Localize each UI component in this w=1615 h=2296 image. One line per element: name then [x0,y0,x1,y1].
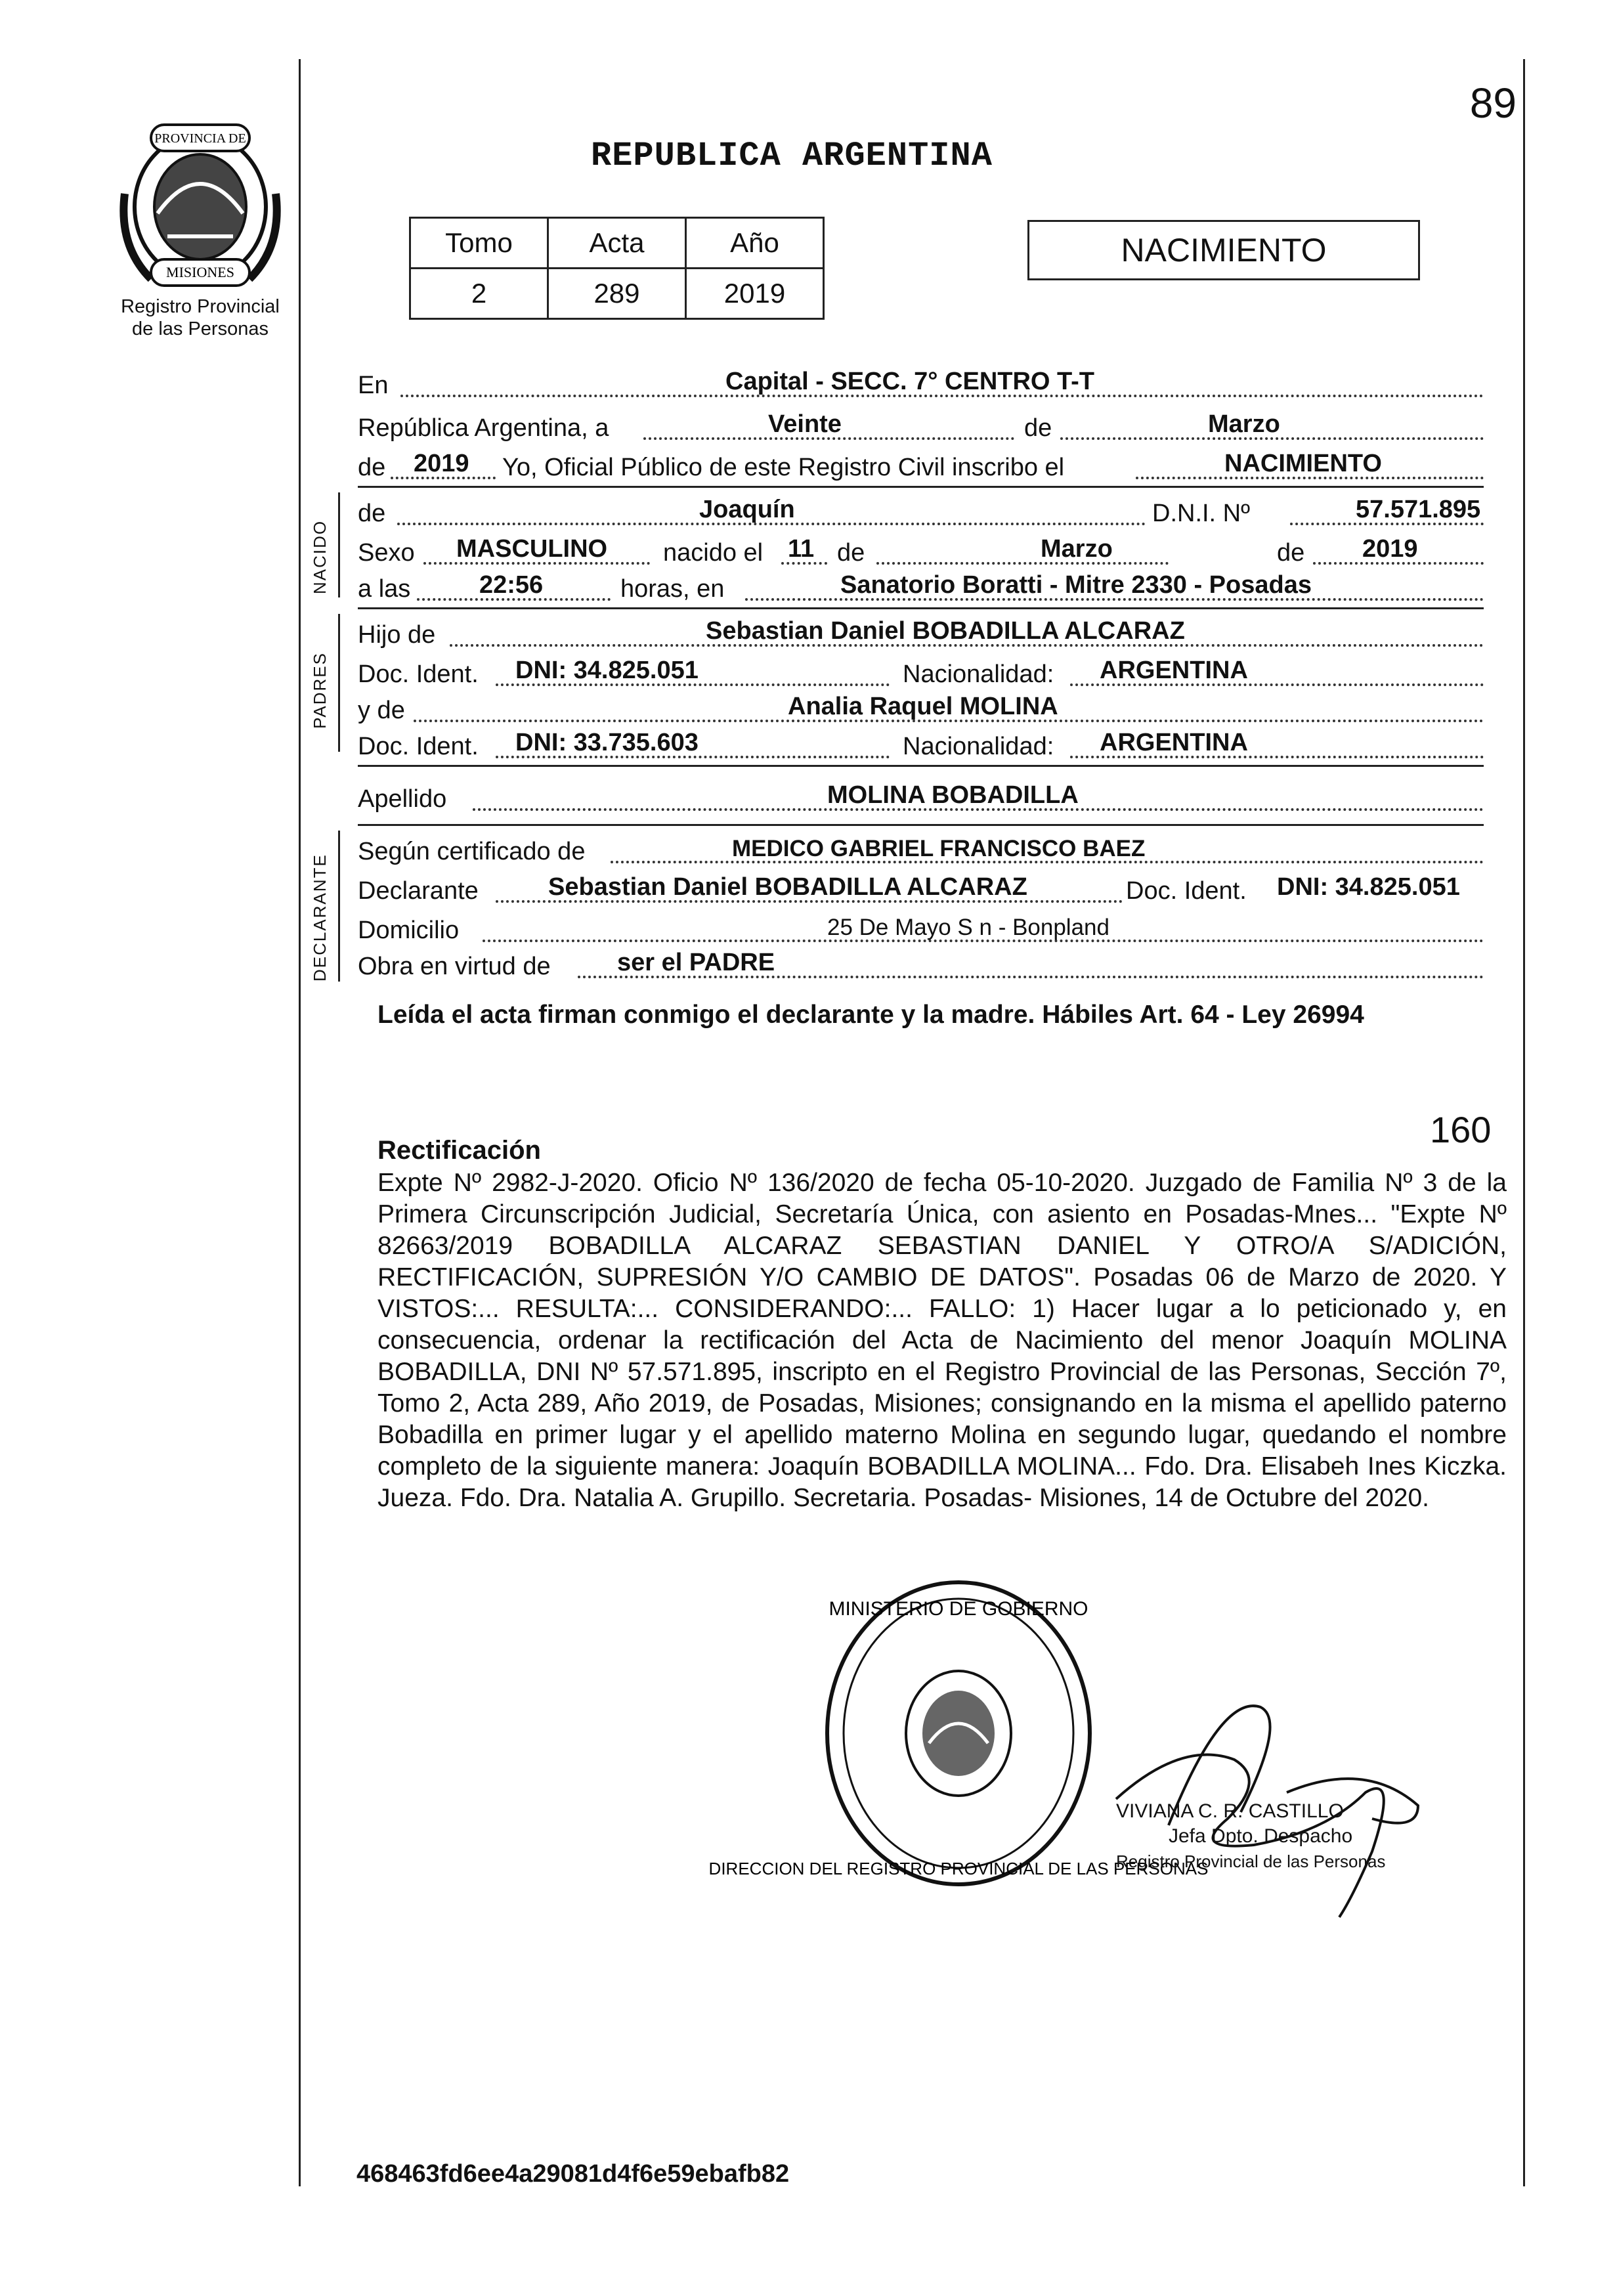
header-tomo: Tomo [410,218,548,269]
label-obra: Obra en virtud de [358,953,551,980]
value-padre-doc: DNI: 34.825.051 [515,657,699,684]
label-yo: Yo, Oficial Público de este Registro Civil inscribo el [502,454,1065,481]
value-declarante: Sebastian Daniel BOBADILLA ALCARAZ [548,873,1027,901]
label-en: En [358,372,389,399]
value-madre: Analia Raquel MOLINA [788,693,1058,720]
section-padres: PADRES [310,652,330,729]
value-padre-nac: ARGENTINA [1100,657,1248,684]
label-de-nombre: de [358,500,386,527]
signatory-role: Jefa Dpto. Despacho [1169,1825,1353,1847]
section-bar-padres [338,614,340,752]
value-inscribe: NACIMIENTO [1224,450,1382,477]
signatory-org: Registro Provincial de las Personas [1116,1852,1386,1871]
label-de: de [1024,414,1052,442]
value-mes-nac: Marzo [1041,535,1113,563]
value-sexo: MASCULINO [456,535,608,563]
value-declarante-doc: DNI: 34.825.051 [1277,873,1460,901]
value-dia-nac: 11 [788,535,815,563]
label-segun: Según certificado de [358,838,586,865]
logo-text-bottom: MISIONES [166,264,234,280]
rectification-title: Rectificación [377,1136,541,1165]
value-madre-nac: ARGENTINA [1100,729,1248,756]
value-dni: 57.571.895 [1356,496,1481,523]
label-doc-madre: Doc. Ident. [358,733,479,760]
page-number: 89 [1469,79,1517,127]
registry-label [72,295,328,340]
signatory-name: VIVIANA C. R. CASTILLO [1116,1800,1344,1822]
country-title: REPUBLICA ARGENTINA [591,137,993,175]
value-apellido: MOLINA BOBADILLA [827,781,1079,809]
province-coat-of-arms-logo [112,115,289,292]
label-nacionalidad-padre: Nacionalidad: [903,661,1054,688]
value-hora: 22:56 [479,571,544,599]
left-margin-line [299,59,301,2186]
seal-inner-text: MINISTERIO DE GOBIERNO [829,1598,1088,1620]
value-nombre: Joaquín [699,496,795,523]
record-type-box: NACIMIENTO [1027,220,1420,280]
document-hash: 468463fd6ee4a29081d4f6e59ebafb82 [356,2160,790,2188]
label-nacionalidad-madre: Nacionalidad: [903,733,1054,760]
value-tomo: 2 [410,269,548,319]
label-a-las: a las [358,575,411,603]
seal-outer-text: DIRECCION DEL REGISTRO PROVINCIAL DE LAS PERSONAS [708,1859,1209,1878]
rectification-number: 160 [1430,1109,1492,1150]
label-de-anio: de [358,454,386,481]
label-apellido: Apellido [358,785,447,813]
rectification-body: Expte Nº 2982-J-2020. Oficio Nº 136/2020 de fecha 05-10-2020. Juzgado de Familia Nº 3 de la Primera Circunscripción Judicial, Secretaría Única, con asiento en Posadas-Mnes... "Expte Nº 82663/2019 BOBADILLA ALCARAZ SEBASTIAN DANIEL Y OTRO/A S/ADICIÓN, RECTIFICACIÓN, SUPRESIÓN Y/O CAMBIO DE DATOS". Posadas 06 de Marzo de 2020. Y VISTOS:... RESULTA:... CONSIDERANDO:... FALLO: 1) Hacer lugar a lo peticionado y, en consecuencia, ordenar la rectificación del Acta de Nacimiento del menor Joaquín MOLINA BOBADILLA, DNI Nº 57.571.895, inscripto en el Registro Provincial de las Personas, Sección 7º, Tomo 2, Acta 289, Año 2019, de Posadas, Misiones; consignando en la misma el apellido paterno Bobadilla en primer lugar y el apellido materno Molina en segundo lugar, quedando el nombre completo de la siguiente manera: Joaquín BOBADILLA MOLINA... Fdo. Dra. Elisabeh Ines Kiczka. Jueza. Fdo. Dra. Natalia A. Grupillo. Secretaria. Posadas- Misiones, 14 de Octubre del 2020. [377,1169,1507,1512]
label-de-anio-nac: de [1277,539,1305,567]
section-bar-nacido [338,492,340,597]
value-anio: 2019 [414,450,469,477]
logo-text-top: PROVINCIA DE [154,131,246,146]
value-anio: 2019 [686,269,824,319]
value-certificado: MEDICO GABRIEL FRANCISCO BAEZ [732,836,1146,861]
registry-label-line-2: de las Personas [132,318,269,339]
label-republica: República Argentina, a [358,414,609,442]
signing-note: Leída el acta firman conmigo el declarante y la madre. Hábiles Art. 64 - Ley 26994 [377,1001,1364,1029]
label-horas-en: horas, en [620,575,725,603]
section-nacido: NACIDO [310,519,330,594]
value-mes: Marzo [1208,410,1280,438]
value-anio-nac: 2019 [1362,535,1418,563]
right-margin-line [1523,59,1525,2186]
value-domicilio: 25 De Mayo S n - Bonpland [827,915,1109,940]
value-dia: Veinte [768,410,842,438]
value-lugar-nac: Sanatorio Boratti - Mitre 2330 - Posadas [840,571,1312,599]
registry-label-line-1: Registro Provincial [121,296,280,317]
label-de-mes: de [837,539,865,567]
header-anio: Año [686,218,824,269]
official-seal [708,1576,1209,1891]
row-domicilio [358,909,1484,949]
header-acta: Acta [548,218,686,269]
label-nacido-el: nacido el [663,539,764,567]
label-sexo: Sexo [358,539,415,567]
value-padre: Sebastian Daniel BOBADILLA ALCARAZ [706,617,1185,645]
label-dni: D.N.I. Nº [1152,500,1250,527]
label-y-de: y de [358,697,405,724]
value-lugar: Capital - SECC. 7° CENTRO T-T [725,368,1095,395]
label-doc-padre: Doc. Ident. [358,661,479,688]
label-hijo-de: Hijo de [358,621,436,649]
row-certificado [358,831,1484,870]
value-acta: 289 [548,269,686,319]
value-madre-doc: DNI: 33.735.603 [515,729,699,756]
label-doc-declarante: Doc. Ident. [1126,877,1247,905]
section-declarante: DECLARANTE [310,854,330,982]
section-bar-declarante [338,831,340,982]
signature-stamp [1116,1799,1385,1874]
label-declarante: Declarante [358,877,479,905]
row-declarante [358,870,1484,909]
label-domicilio: Domicilio [358,917,460,944]
declarante-section [358,0,1484,998]
row-obra [358,945,1484,985]
value-obra: ser el PADRE [617,949,775,976]
